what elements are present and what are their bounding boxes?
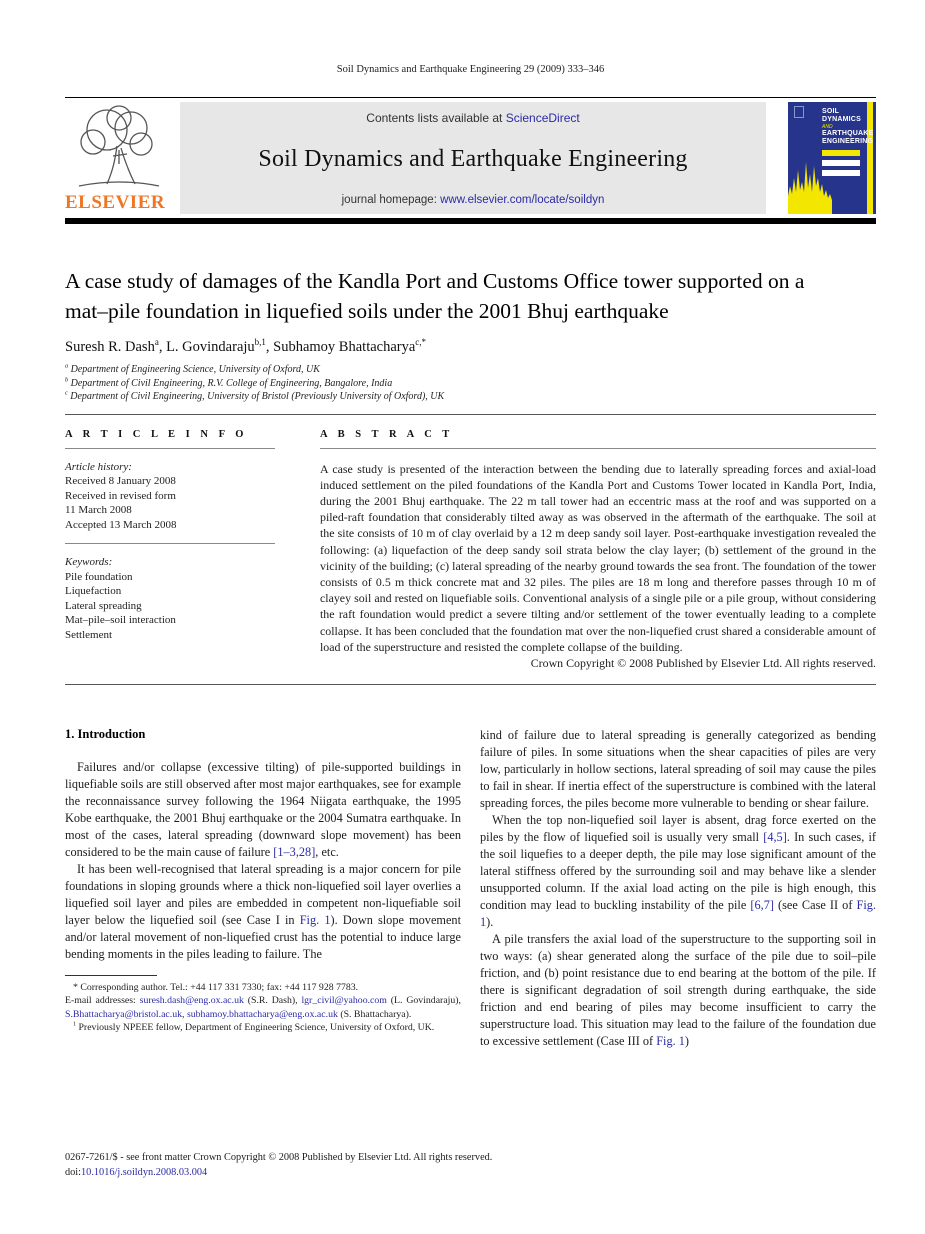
text-segment: Previously NPEEE fellow, Department of Engineering Science, University of Oxford, UK.	[76, 1022, 435, 1034]
affiliation	[65, 363, 876, 377]
text-segment: )	[684, 1033, 690, 1048]
keyword: Mat–pile–soil interaction	[65, 614, 176, 626]
previous-affiliation-footnote	[65, 1021, 461, 1035]
info-abstract-block	[65, 429, 876, 671]
abstract-text	[320, 461, 876, 655]
article-history	[65, 460, 275, 533]
issn-copyright-line: 0267-7261/$ - see front matter Crown Copyright © 2008 Published by Elsevier Ltd. All rights reserved.	[65, 1152, 493, 1163]
text-segment: bending	[601, 461, 640, 476]
text-segment: ,	[182, 1008, 187, 1020]
inline-link[interactable]: S.Bhattacharya@bristol.ac.uk	[65, 1008, 183, 1020]
elsevier-wordmark: ELSEVIER	[65, 192, 166, 213]
text-segment: ). Down slope movement and/or lateral movement of non-liquefied crust has the potential to induce large bending moments in the piles leading to failure. The	[65, 912, 461, 961]
cover-title-line: EARTHQUAKE	[822, 130, 874, 137]
text-segment: When the top non-liquefied soil layer is absent, drag force exerted on the piles by the flow of liquefied soil is usually very small	[480, 812, 876, 844]
affiliation	[65, 377, 876, 391]
abstract-copyright: Crown Copyright © 2008 Published by Elsevier Ltd. All rights reserved.	[530, 655, 876, 670]
author-list	[65, 339, 876, 356]
text-segment: c,*	[415, 337, 427, 348]
abstract-column	[320, 429, 876, 671]
inline-link[interactable]: [1–3,28]	[273, 844, 316, 859]
sciencedirect-link[interactable]: ScienceDirect	[505, 111, 580, 125]
contents-prefix: Contents lists available at	[366, 111, 506, 125]
cover-emblem-icon	[794, 106, 804, 118]
abstract-header: A B S T R A C T	[320, 428, 454, 440]
cover-title-line: ENGINEERING	[822, 138, 874, 145]
paragraph	[65, 759, 461, 861]
text-segment: E-mail addresses:	[65, 995, 140, 1007]
text-segment: It has been well-recognised that lateral spreading is a major concern for pile foundations in sloping grounds where a thick non-liquefied soil layer overlies a liquefied soil layer and piles are embedded in competent non-liquefiable soil layer below the liquefied soil (see Case I in	[65, 861, 461, 927]
article-info-column	[65, 429, 275, 671]
text-segment: , L. Govindaraju	[158, 339, 255, 355]
banner-bottom-bar	[65, 218, 876, 224]
email-addresses-footnote	[65, 994, 461, 1021]
divider	[65, 543, 275, 544]
divider	[65, 684, 876, 685]
header-divider	[65, 97, 876, 98]
text-segment: a	[154, 337, 159, 348]
elsevier-logo[interactable]	[65, 102, 178, 214]
text-segment: kind of failure due to lateral spreading is generally categorized as bending failure of piles. In some situations when the shear capacities of piles are very low, particularly in hollow sections, lateral spreading of soil may cause the piles to fail in shear. If inertia effect of the superstructure is combined with the lateral spreading forces, the piles become more vulnerable to bending or shear failure.	[480, 727, 876, 810]
journal-citation: Soil Dynamics and Earthquake Engineering 29 (2009) 333–346	[336, 64, 605, 75]
keyword: Settlement	[65, 628, 113, 641]
inline-link[interactable]: Fig. 1	[656, 1033, 685, 1048]
cover-title-line: DYNAMICS	[822, 116, 861, 123]
text-segment: Suresh R. Dash	[65, 339, 155, 355]
cover-title-line: SOIL	[822, 108, 840, 115]
text-segment: b	[65, 376, 69, 384]
text-segment: on the piled foundations of the Kandla Port and Customs Tower located in Kandla Port, India, during the 2001 Bhuj earthquake. The 22 m tall tower had an eccentric mass at the roof and was supported on a piled-raft foundation that considerably tilted away as was observed in the aftermath of the earthquake. The soil at the site consists of 10 m of clay overlaid by a 12 m deep sandy soil layer. Post-earthquake investigation revealed the following: (a) liquefaction of the deep sandy soil strata below the clay layer; (b) settlement of the ground in the vicinity of the building; (c) lateral spreading of the nearby ground towards the sea front. The foundation of the tower consists of 0.5 m thick concrete mat and 32 piles. The piles are 18 m long and therefore passes through 10 m of clayey soil and rested on liquefiable soils. Conventional analysis of a single pile or a pile group, without considering the raft foundation would predict a severe tilting and/or settlement of the tower eventually leading to a complete collapse. It has been concluded that the foundation mat over the non-liquefied crust shared a considerable amount of load of the superstructure and resisted the complete collapse of the building.	[320, 477, 876, 654]
article-history-label: Article history:	[65, 460, 132, 473]
section-heading-introduction: 1. Introduction	[65, 726, 146, 741]
text-segment: , etc.	[315, 844, 339, 859]
inline-link[interactable]: [6,7]	[750, 897, 774, 912]
journal-title: Soil Dynamics and Earthquake Engineering	[258, 146, 688, 172]
text-segment: a	[65, 362, 69, 370]
affiliations	[65, 363, 876, 404]
keywords-label: Keywords:	[65, 556, 113, 568]
right-column	[480, 727, 876, 1050]
text-segment: Department of Civil Engineering, R.V. College of Engineering, Bangalore, India	[68, 377, 393, 389]
inline-link[interactable]: subhamoy.bhattacharya@eng.ox.ac.uk	[186, 1008, 338, 1020]
inline-link[interactable]: lgr_civil@yahoo.com	[301, 995, 387, 1007]
corresponding-author-footnote: * Corresponding author. Tel.: +44 117 331 7330; fax: +44 117 928 7783.	[73, 981, 359, 993]
text-segment: , Subhamoy Bhattacharya	[265, 339, 416, 355]
doi-link[interactable]: 10.1016/j.soildyn.2008.03.004	[81, 1167, 208, 1178]
text-segment: due to laterally spreading forces and axial-load induced	[320, 461, 876, 492]
journal-cover-thumbnail[interactable]	[788, 102, 876, 214]
contents-line	[180, 111, 766, 125]
history-line: Received in revised form	[65, 489, 176, 502]
journal-banner	[65, 102, 876, 214]
cover-title-line: AND	[822, 124, 833, 130]
keyword: Pile foundation	[65, 570, 133, 583]
text-segment: Department of Engineering Science, University of Oxford, UK	[68, 364, 320, 375]
cover-title	[822, 108, 873, 146]
text-segment: b,1	[254, 337, 266, 348]
elsevier-tree-icon	[69, 104, 169, 190]
text-segment: c	[65, 389, 68, 397]
text-segment: Failures and/or collapse (excessive tilting) of pile-supported buildings in liquefiable soils are still observed after most major earthquakes, see for example the reconnaissance survey following the 1964 Niigata earthquake, the 1995 Kobe earthquake, the 2001 Bhuj earthquake or the 2004 Sumatra earthquake. In most of the cases, lateral spreading (downward slope movement) has been considered to be the main cause of failure	[65, 759, 461, 859]
homepage-label: journal homepage:	[341, 194, 441, 206]
paragraph	[480, 931, 876, 1050]
footnote-divider	[65, 975, 157, 976]
divider	[65, 448, 275, 449]
article-info-header: A R T I C L E I N F O	[65, 428, 248, 440]
inline-link[interactable]: suresh.dash@eng.ox.ac.uk	[139, 995, 244, 1007]
paragraph	[65, 861, 461, 963]
affiliation	[65, 390, 876, 404]
text-segment: . In such cases, if the soil liquefies to a deeper depth, the pile may lose significant amount of the lateral stiffness offered by the surrounding soil and may behave like a slender unsupported column. If the axial load acting on the pile is high enough, this condition may lead to buckling instability of the pile	[480, 829, 876, 912]
page-footer	[65, 1150, 492, 1180]
history-line: Accepted 13 March 2008	[65, 518, 177, 531]
text-segment: (S.R. Dash),	[243, 995, 302, 1007]
text-segment: Department of Civil Engineering, University of Bristol (Previously University of Oxford), UK	[67, 391, 445, 402]
article-title: A case study of damages of the Kandla Port and Customs Office tower supported on a mat–pile foundation in liquefied soils under the 2001 Bhuj earthquake	[65, 269, 805, 323]
text-segment: settlement	[361, 477, 411, 492]
keyword: Liquefaction	[65, 585, 122, 597]
journal-homepage-link[interactable]: www.elsevier.com/locate/soildyn	[440, 194, 605, 206]
text-segment: A pile transfers the axial load of the superstructure to the supporting soil in two ways: (a) shear generated along the surface of the pile due to soil–pile friction, and (b) point resistance due to end bearing at the bottom of the pile. If there is significant degradation of soil strength during earthquake, the side friction and end bearing of piles may become insufficient to carry the superstructure load. This situation may lead to the failure of the foundation due to excessive settlement (Case III of	[480, 931, 876, 1048]
text-segment: A case study is presented of the interaction between the	[320, 461, 602, 476]
doi-line	[65, 1165, 492, 1180]
left-column	[65, 727, 461, 1050]
inline-link[interactable]: Fig. 1	[299, 912, 331, 927]
text-segment: 1	[73, 1022, 77, 1029]
body-columns	[65, 727, 876, 1050]
inline-link[interactable]: [4,5]	[763, 829, 787, 844]
paragraph	[480, 812, 876, 931]
paragraph	[480, 727, 876, 812]
text-segment: ).	[486, 914, 494, 929]
homepage-line	[180, 194, 766, 206]
divider	[320, 448, 876, 449]
history-line: 11 March 2008	[65, 504, 132, 516]
text-segment: (S. Bhattacharya).	[337, 1008, 412, 1020]
keywords-block	[65, 555, 275, 642]
banner-center-panel	[180, 102, 766, 214]
footnotes	[65, 981, 461, 1035]
text-segment: (see Case II of	[773, 897, 857, 912]
history-line: Received 8 January 2008	[65, 475, 176, 487]
doi-label: doi:	[65, 1167, 82, 1178]
page-content	[65, 0, 876, 1050]
seismograph-wave-icon	[788, 156, 832, 214]
keyword: Lateral spreading	[65, 599, 142, 612]
text-segment: (L. Govindaraju),	[386, 995, 462, 1007]
divider	[65, 414, 876, 415]
inline-link[interactable]: Fig. 1	[480, 897, 876, 929]
